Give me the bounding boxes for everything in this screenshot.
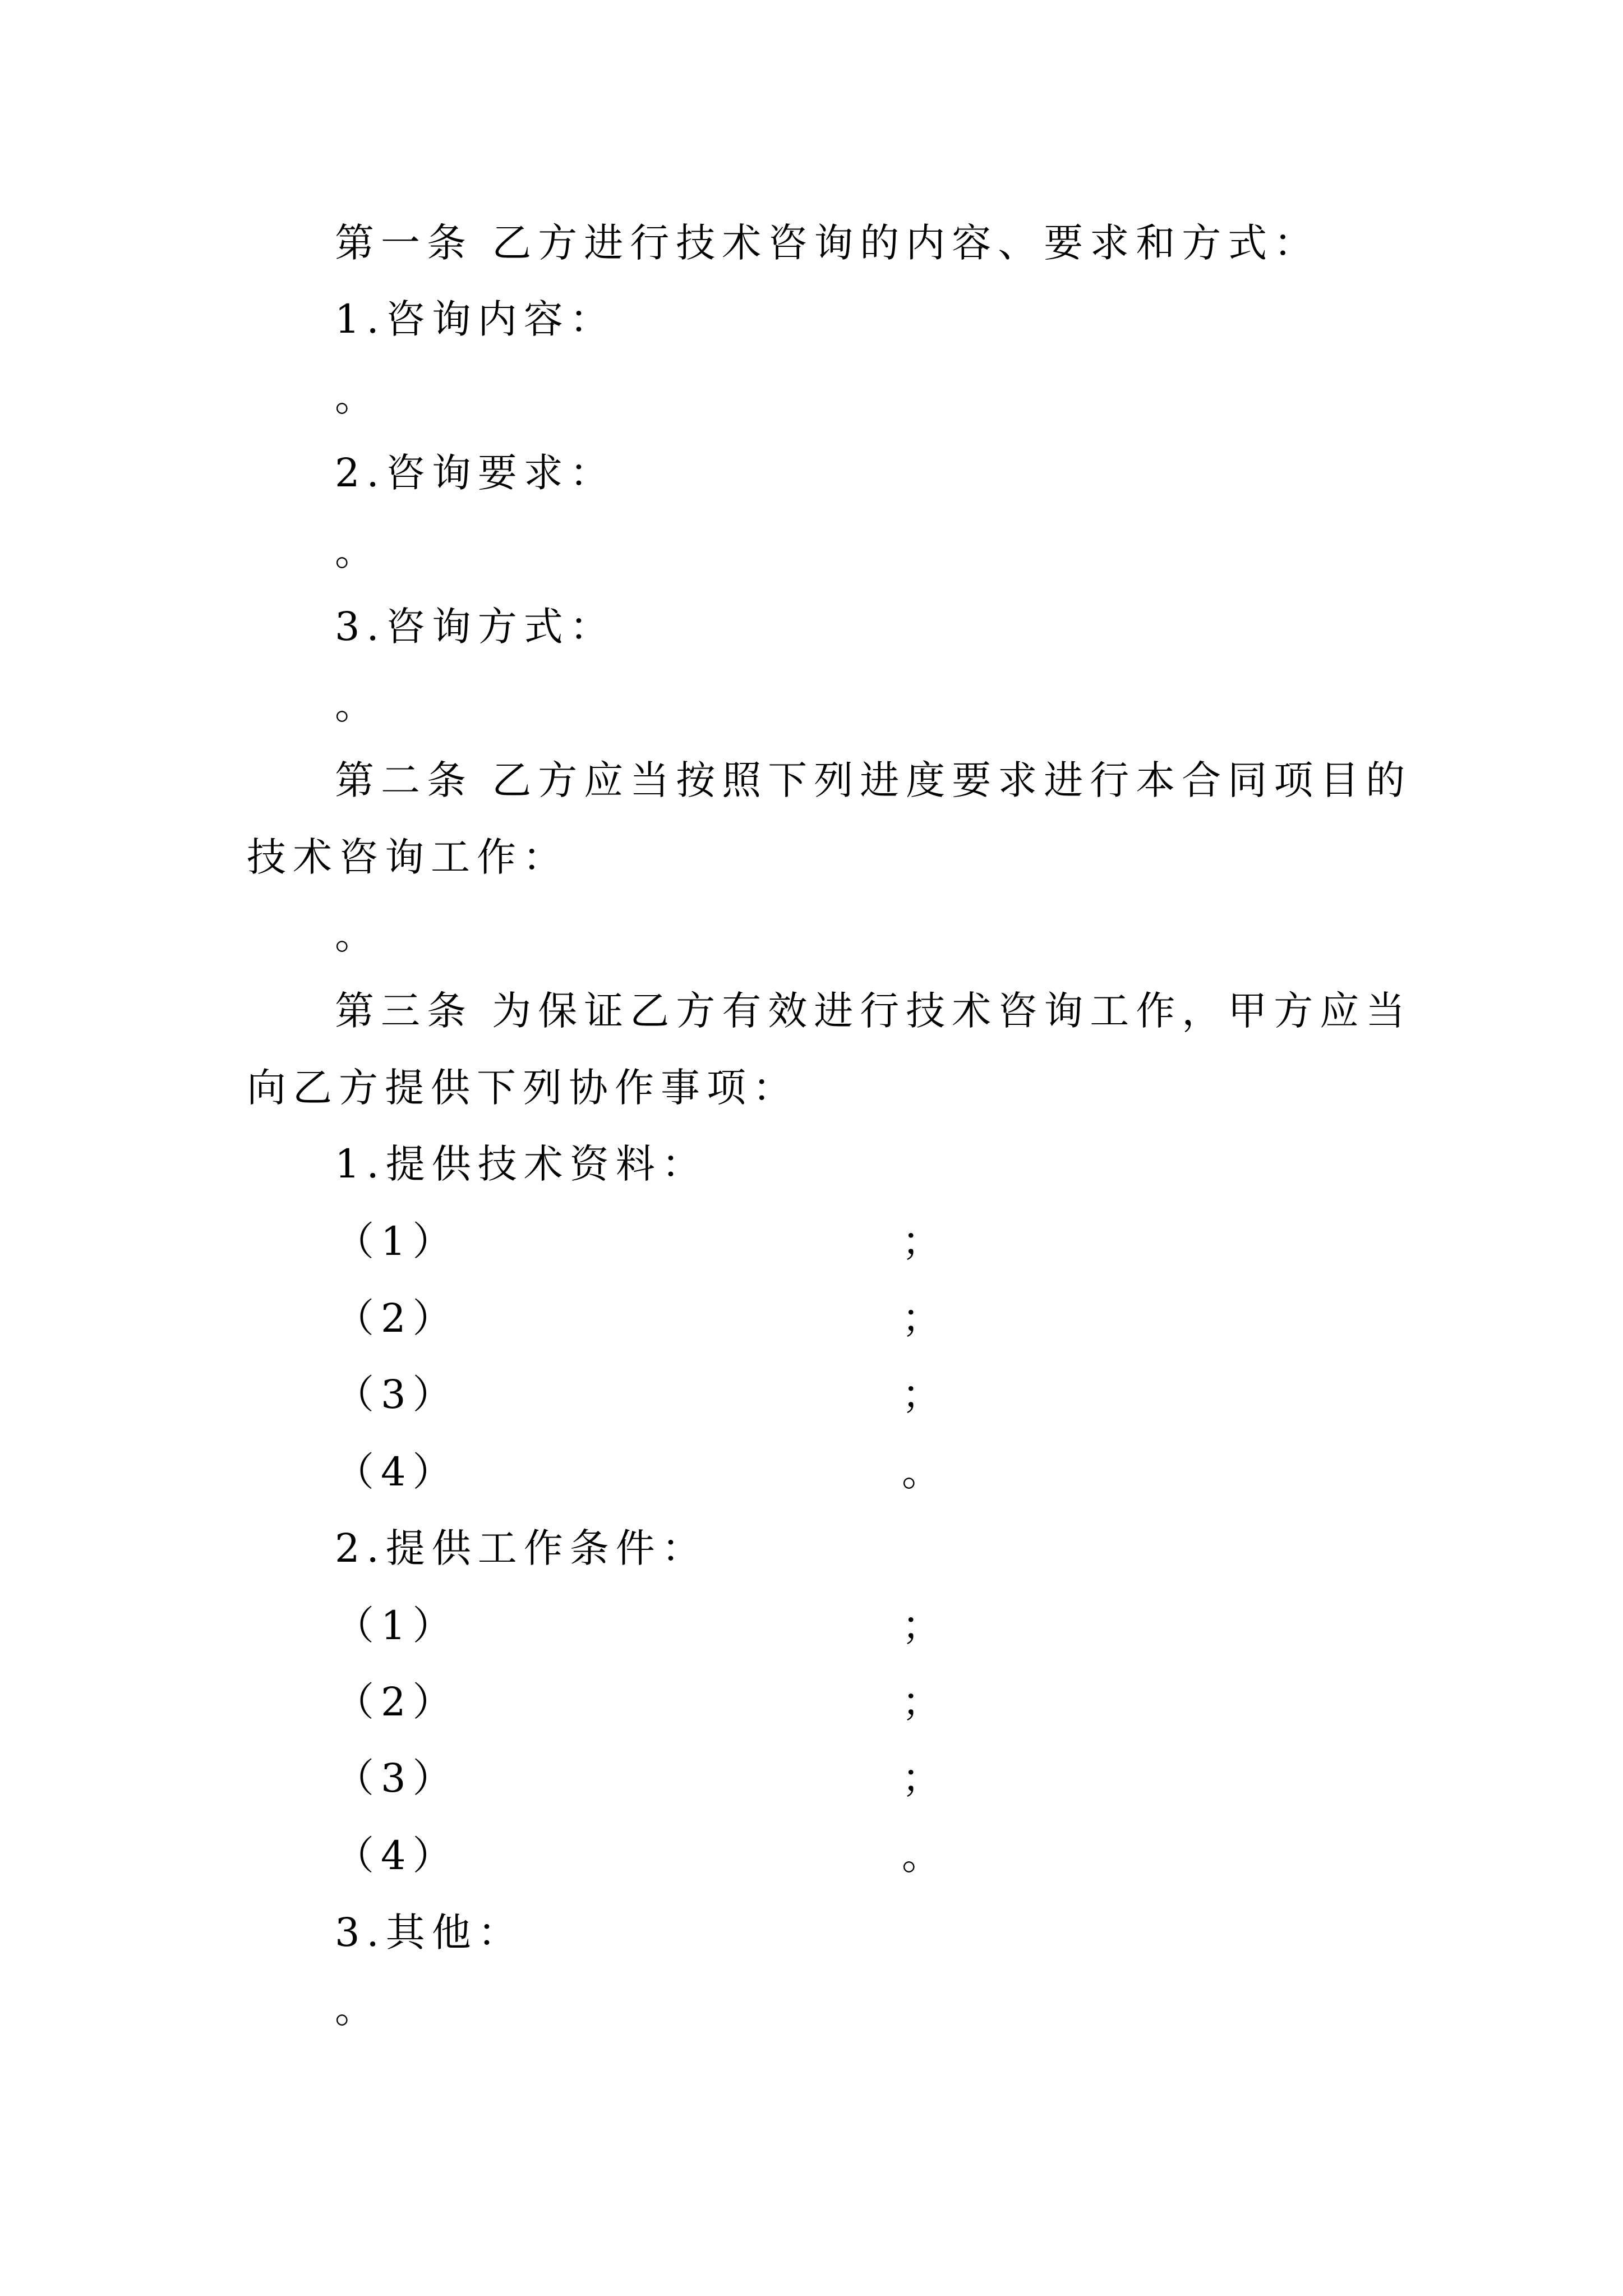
article-2-end: 。 [335,912,381,958]
consult-requirement-label: 2.咨询要求： [335,450,616,496]
work-condition-num-3: （3） [335,1755,459,1801]
work-condition-num-4: （4） [335,1833,459,1879]
article-2-line-2: 技术咨询工作： [247,834,569,880]
tech-material-num-2: （2） [335,1295,459,1341]
article-2-line-1: 第二条 乙方应当按照下列进度要求进行本合同项目的 [335,757,1412,803]
article-3-line-2: 向乙方提供下列协作事项： [247,1065,799,1111]
work-condition-end-1: ； [902,1603,948,1649]
work-condition-end-4: 。 [902,1833,948,1879]
article-1-heading: 第一条 乙方进行技术咨询的内容、要求和方式： [335,220,1320,266]
consult-content-end: 。 [335,374,381,420]
work-condition-end-2: ； [902,1679,948,1725]
consult-method-label: 3.咨询方式： [335,604,616,650]
consult-content-label: 1.咨询内容： [335,296,616,342]
tech-material-num-3: （3） [335,1372,459,1418]
tech-material-num-4: （4） [335,1449,459,1495]
work-condition-num-2: （2） [335,1679,459,1725]
work-condition-num-1: （1） [335,1603,459,1649]
consult-method-end: 。 [335,682,381,728]
other-label: 3.其他： [335,1910,524,1955]
tech-material-num-1: （1） [335,1218,459,1264]
tech-material-end-1: ； [902,1218,948,1264]
other-end: 。 [335,1986,381,2032]
tech-material-end-4: 。 [902,1449,948,1495]
work-condition-end-3: ； [902,1755,948,1801]
work-conditions-label: 2.提供工作条件： [335,1525,708,1571]
article-3-line-1: 第三条 为保证乙方有效进行技术咨询工作，甲方应当 [335,988,1412,1034]
tech-material-end-2: ； [902,1295,948,1341]
consult-requirement-end: 。 [335,528,381,574]
tech-materials-label: 1.提供技术资料： [335,1141,708,1187]
tech-material-end-3: ； [902,1372,948,1418]
